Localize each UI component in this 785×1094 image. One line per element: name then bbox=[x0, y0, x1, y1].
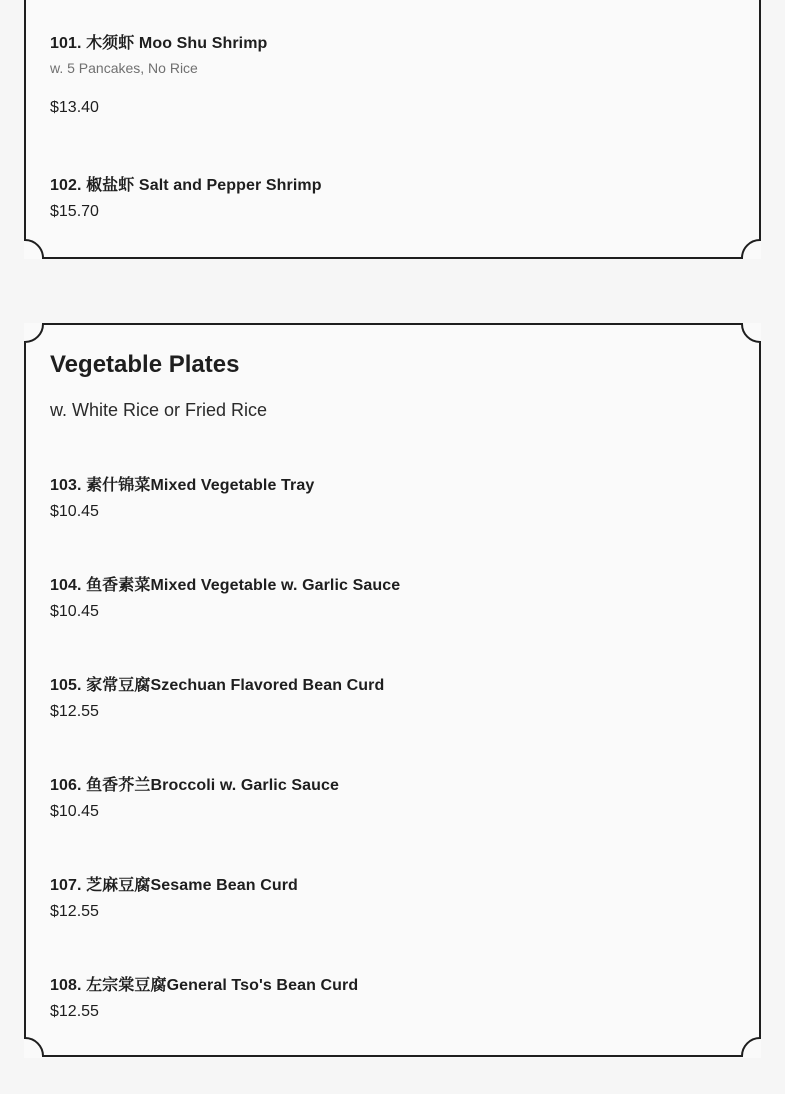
menu-item[interactable] bbox=[50, 672, 730, 721]
menu-item[interactable] bbox=[50, 772, 730, 821]
menu-item[interactable] bbox=[50, 30, 730, 117]
menu-item-name: 108. 左宗棠豆腐General Tso's Bean Curd bbox=[50, 977, 359, 994]
section-title: Vegetable Plates bbox=[50, 351, 240, 378]
menu-item-price: $12.55 bbox=[50, 703, 99, 720]
menu-item[interactable] bbox=[50, 872, 730, 921]
menu-item[interactable] bbox=[50, 572, 730, 621]
menu-item-description: w. 5 Pancakes, No Rice bbox=[50, 60, 198, 76]
menu-item-price: $13.40 bbox=[50, 99, 99, 116]
menu-item-price: $10.45 bbox=[50, 603, 99, 620]
menu-item-name: 101. 木须虾 Moo Shu Shrimp bbox=[50, 35, 268, 52]
menu-item-name: 107. 芝麻豆腐Sesame Bean Curd bbox=[50, 877, 298, 894]
menu-item[interactable] bbox=[50, 472, 730, 521]
menu-item-price: $15.70 bbox=[50, 203, 99, 220]
menu-item-name: 104. 鱼香素菜Mixed Vegetable w. Garlic Sauce bbox=[50, 577, 401, 594]
menu-item-price: $10.45 bbox=[50, 803, 99, 820]
section-subtitle: w. White Rice or Fried Rice bbox=[50, 400, 268, 420]
menu-item-name: 105. 家常豆腐Szechuan Flavored Bean Curd bbox=[50, 677, 385, 694]
menu-item[interactable] bbox=[50, 972, 730, 1021]
menu-item-price: $12.55 bbox=[50, 1003, 99, 1020]
menu-item-price: $12.55 bbox=[50, 903, 99, 920]
menu-item-price: $10.45 bbox=[50, 503, 99, 520]
menu-item[interactable] bbox=[50, 172, 730, 221]
menu-section-card-top bbox=[24, 0, 761, 259]
menu-item-name: 106. 鱼香芥兰Broccoli w. Garlic Sauce bbox=[50, 777, 340, 794]
menu-section-card-vegetable-plates bbox=[24, 323, 761, 1058]
menu-item-name: 103. 素什锦菜Mixed Vegetable Tray bbox=[50, 477, 315, 494]
menu-item-name: 102. 椒盐虾 Salt and Pepper Shrimp bbox=[50, 177, 322, 194]
